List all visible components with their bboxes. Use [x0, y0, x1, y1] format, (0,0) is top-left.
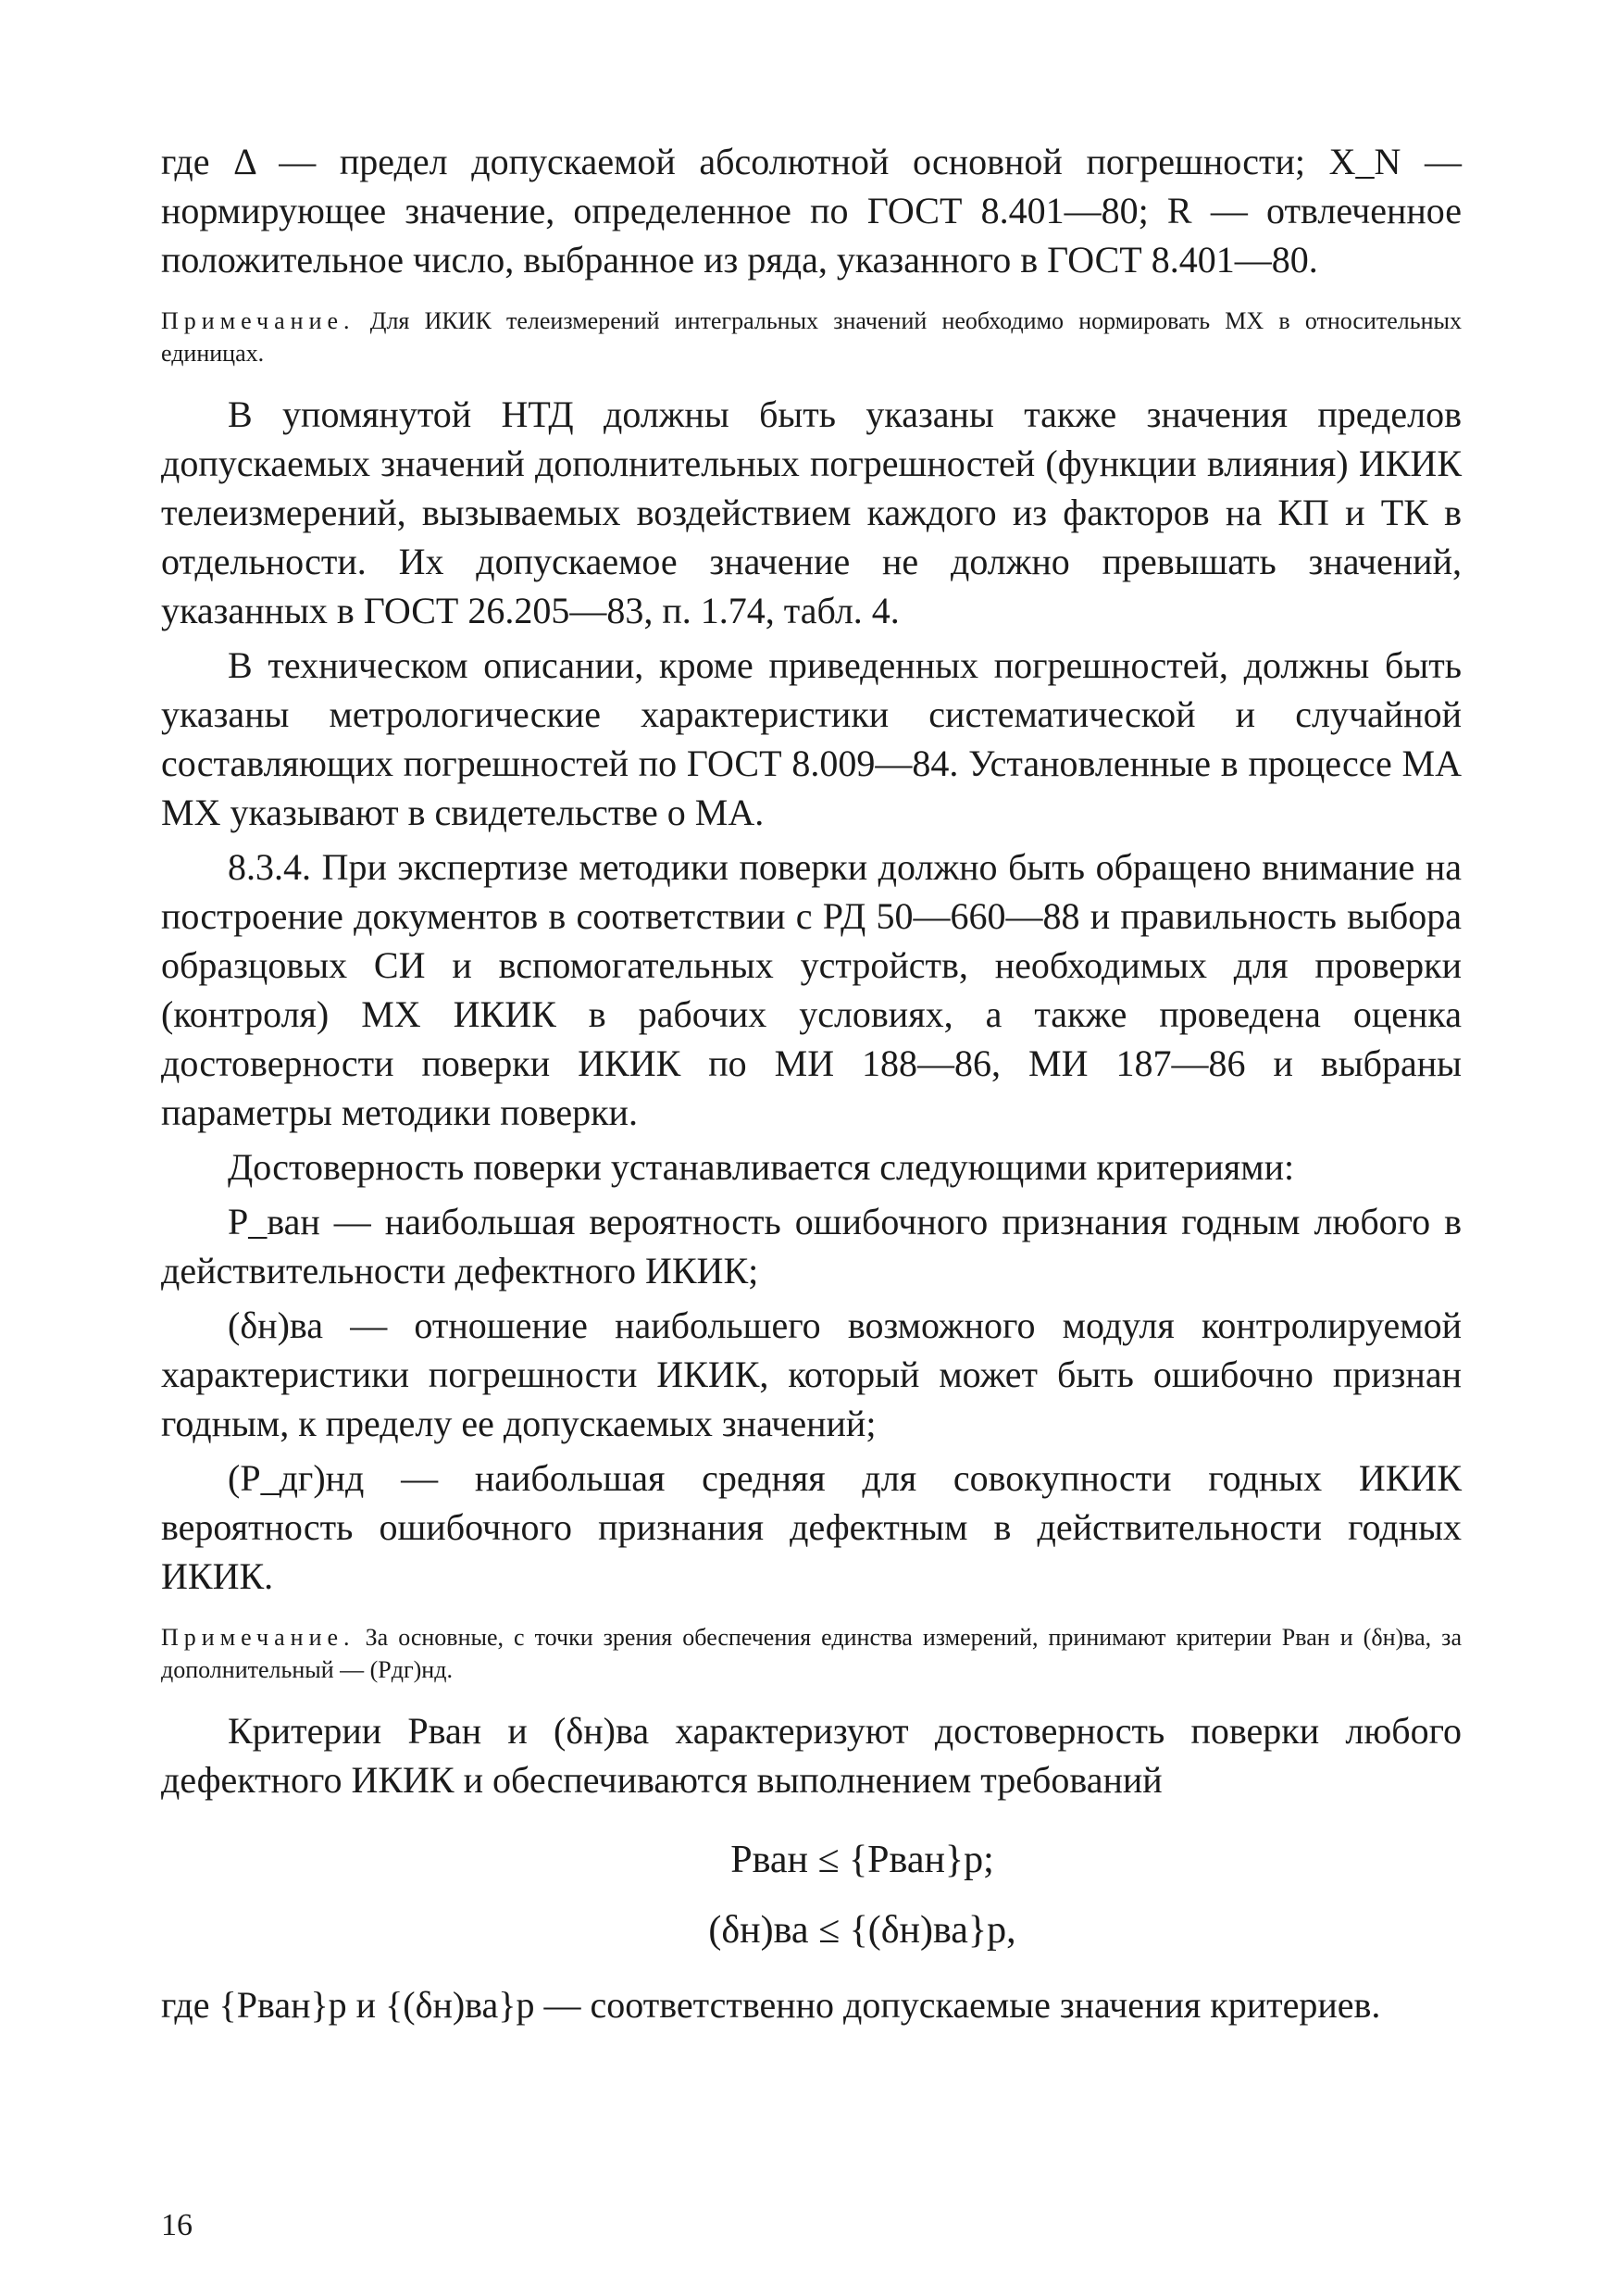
note-2-text: За основные, с точки зрения обеспечения единства измерений, принимают критерии Pван и (δн)ва, за дополнительный — (Pдг)нд. [161, 1624, 1462, 1683]
paragraph-criterion-pdg: (P_дг)нд — наибольшая средняя для совокупности годных ИКИК вероятность ошибочного признания дефектным в действительности годных ИКИК. [161, 1457, 1462, 1597]
paragraph-section-8-3-4: 8.3.4. При экспертизе методики поверки должно быть обращено внимание на построение документов в соответствии с РД 50—660—88 и правильность выбора образцовых СИ и вспомогательных устройств, необходимых для проверки (контроля) МХ ИКИК в рабочих условиях, а также проведена оценка достоверности поверки ИКИК по МИ 188—86, МИ 187—86 и выбраны параметры методики поверки. [161, 846, 1462, 1133]
paragraph-ntd-limits: В упомянутой НТД должны быть указаны также значения пределов допускаемых значений дополнительных погрешностей (функции влияния) ИКИК телеизмерений, вызываемых воздействием каждого из факторов на КП и ТК в отдельности. Их допускаемое значение не должно превышать значений, указанных в ГОСТ 26.205—83, п. 1.74, табл. 4. [161, 393, 1462, 631]
formula-block [161, 1825, 1462, 1965]
note-1-label: Примечание. [161, 307, 355, 334]
note-2-label: Примечание. [161, 1624, 355, 1651]
paragraph-criterion-delta: (δн)ва — отношение наибольшего возможного модуля контролируемой характеристики погрешности ИКИК, который может быть ошибочно признан годным, к пределу ее допускаемых значений; [161, 1304, 1462, 1444]
paragraph-definitions: где Δ — предел допускаемой абсолютной основной погрешности; X_N — нормирующее значение, определенное по ГОСТ 8.401—80; R — отвлеченное положительное число, выбранное из ряда, указанного в ГОСТ 8.401—80. [161, 141, 1462, 281]
paragraph-technical-description: В техническом описании, кроме приведенных погрешностей, должны быть указаны метрологические характеристики систематической и случайной составляющих погрешностей по ГОСТ 8.009—84. Установленные в процессе МА МХ указывают в свидетельстве о МА. [161, 644, 1462, 833]
paragraph-criteria-requirements: Критерии Pван и (δн)ва характеризуют достоверность поверки любого дефектного ИКИК и обеспечиваются выполнением требований [161, 1710, 1462, 1801]
page-number: 16 [161, 2208, 193, 2242]
paragraph-where-admissible: где {Pван}р и {(δн)ва}р — соответственно допускаемые значения критериев. [161, 1984, 1381, 2026]
paragraph-criteria-intro: Достоверность поверки устанавливается следующими критериями: [228, 1146, 1295, 1188]
note-2 [161, 1621, 1462, 1686]
formula-pvan: Pван ≤ {Pван}р; [730, 1839, 994, 1881]
formula-delta: (δн)ва ≤ {(δн)ва}р, [708, 1909, 1016, 1952]
note-1 [161, 305, 1462, 369]
note-1-text: Для ИКИК телеизмерений интегральных значений необходимо нормировать МХ в относительных единицах. [161, 307, 1462, 367]
text-column [161, 137, 1462, 2029]
paragraph-criterion-pvan: P_ван — наибольшая вероятность ошибочного признания годным любого в действительности дефектного ИКИК; [161, 1201, 1462, 1292]
